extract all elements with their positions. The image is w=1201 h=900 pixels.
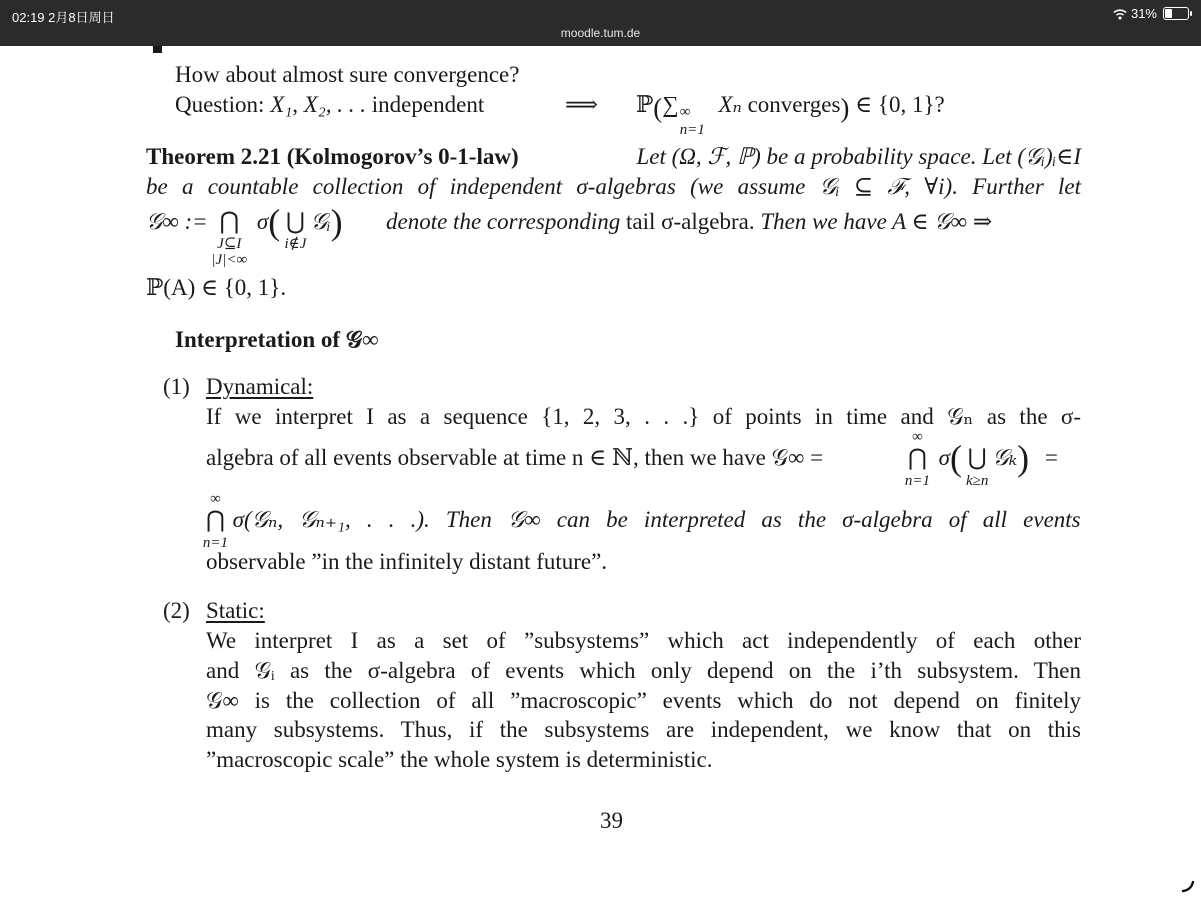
page-corner-mark — [153, 46, 162, 53]
question-line — [175, 91, 484, 119]
item1-line3-cap-symbol: ⋂ — [206, 507, 225, 532]
item1-cap-symbol: ⋂ — [908, 445, 927, 470]
battery-icon — [1163, 7, 1189, 20]
page-number: 39 — [600, 808, 623, 833]
item1-cup-under: k≥n — [965, 473, 989, 489]
item1-line-3 — [202, 491, 1081, 551]
question-label: Question: — [175, 92, 265, 117]
status-time: 02:19 — [12, 10, 45, 25]
status-time-date — [12, 7, 115, 26]
item1-line3-cap — [202, 491, 228, 551]
tail-sigma: σ — [256, 209, 269, 234]
tail-cap — [211, 208, 248, 268]
question-vars: X₁, X₂, . . . — [270, 92, 367, 117]
item1-number: (1) — [163, 374, 190, 399]
resize-handle-icon[interactable] — [1180, 878, 1196, 894]
item1-cup — [965, 444, 989, 489]
question-formula: ℙ(∑ ∞ n=1 Xₙ converges) ∈ {0, 1}? — [636, 91, 945, 122]
question-text: independent — [371, 92, 485, 117]
item1-formula: ∞ ⋂ n=1 σ( ⋃ k≥n 𝒢ₖ) = — [904, 429, 1058, 489]
item2-line-4: many subsystems. Thus, if the subsystems are independent, we know that on this — [206, 717, 1081, 742]
item2-title: Static: — [206, 598, 265, 623]
item2-line-3: 𝒢∞ is the collection of all ”macroscopic” events which do not depend on finitely — [206, 688, 1081, 713]
status-indicators — [1113, 6, 1189, 21]
theorem-end: ℙ(A) ∈ {0, 1}. — [146, 275, 287, 300]
item1-line-4: observable ”in the infinitely distant future”. — [206, 549, 608, 574]
item2-line-1: We interpret I as a set of ”subsystems” which act independently of each other — [206, 628, 1081, 653]
item1-line-1: If we interpret I as a sequence {1, 2, 3, . . .} of points in time and 𝒢ₙ as the σ- — [206, 404, 1081, 429]
item1-cup-var: 𝒢ₖ — [992, 445, 1018, 470]
sum-upper: ∞ — [679, 104, 691, 120]
theorem-label: Theorem 2.21 (Kolmogorov’s 0-1-law) — [146, 144, 519, 169]
cap-under-2: |J|<∞ — [211, 252, 248, 268]
sum-lower: n=1 — [679, 122, 705, 138]
item1-line3-cap-over: ∞ — [210, 491, 221, 507]
battery-percent: 31% — [1130, 6, 1157, 21]
item1-title: Dynamical: — [206, 374, 314, 399]
item1-cap — [904, 429, 930, 489]
cap-symbol: ⋂ — [219, 209, 240, 235]
wifi-icon — [1113, 8, 1127, 20]
item2-line-5: ”macroscopic scale” the whole system is deterministic. — [206, 747, 713, 772]
item1-equals: = — [1044, 445, 1058, 470]
item2-line-2: and 𝒢ᵢ as the σ-algebra of events which only depend on the i’th subsystem. Then — [206, 658, 1081, 683]
theorem-line-1 — [146, 143, 1081, 171]
theorem-line-2: be a countable collection of independent σ-algebras (we assume 𝒢ᵢ ⊆ ℱ, ∀i). Further let — [146, 174, 1081, 199]
question-set: ∈ {0, 1}? — [855, 92, 945, 117]
item1-cup-symbol: ⋃ — [967, 445, 987, 470]
cup-under: i∉J — [284, 236, 307, 252]
item1-cap-under: n=1 — [904, 473, 930, 489]
tail-def-lhs: 𝒢∞ := — [146, 209, 208, 234]
cap-under-1: J⊆I — [217, 236, 242, 252]
tail-cup — [284, 208, 307, 252]
tail-def-text1: denote the corresponding — [386, 209, 621, 234]
sum-symbol: ∑ — [662, 92, 679, 117]
sum-var: Xₙ — [718, 92, 742, 117]
tail-definition: 𝒢∞ := ⋂ J⊆I |J|<∞ σ( ⋃ i∉J 𝒢ᵢ) — [146, 202, 343, 268]
converges-word: converges — [747, 92, 841, 117]
tail-def-text2: tail σ-algebra. — [625, 209, 755, 234]
tail-def-text3: Then we have A ∈ 𝒢∞ ⇒ — [760, 209, 993, 234]
status-date: 2月8日周日 — [48, 10, 115, 25]
prob-symbol: ℙ — [636, 92, 654, 117]
theorem-line1-text: Let (Ω, ℱ, ℙ) be a probability space. Let (𝒢ᵢ)ᵢ∈I — [636, 144, 1081, 169]
url-label[interactable]: moodle.tum.de — [560, 26, 641, 40]
item1-line3-text: σ(𝒢ₙ, 𝒢ₙ₊₁, . . .). Then 𝒢∞ can be interpreted as the σ-algebra of all events — [232, 507, 1081, 532]
battery-level-fill — [1165, 9, 1172, 18]
interpretation-heading: Interpretation of 𝒢∞ — [175, 327, 379, 352]
cup-var: 𝒢ᵢ — [310, 209, 331, 234]
item1-line3-cap-under: n=1 — [202, 535, 228, 551]
status-bar — [0, 0, 1201, 46]
item2-number: (2) — [163, 598, 190, 623]
item1-line-2: algebra of all events observable at time n ∈ ℕ, then we have 𝒢∞ = — [206, 445, 824, 470]
question-implies: ⟹ — [565, 92, 598, 117]
item1-sigma: σ — [938, 445, 950, 470]
item1-cap-over: ∞ — [912, 429, 923, 445]
cup-symbol: ⋃ — [285, 209, 305, 234]
intro-line: How about almost sure convergence? — [175, 62, 520, 87]
tail-def-text — [386, 208, 1081, 236]
